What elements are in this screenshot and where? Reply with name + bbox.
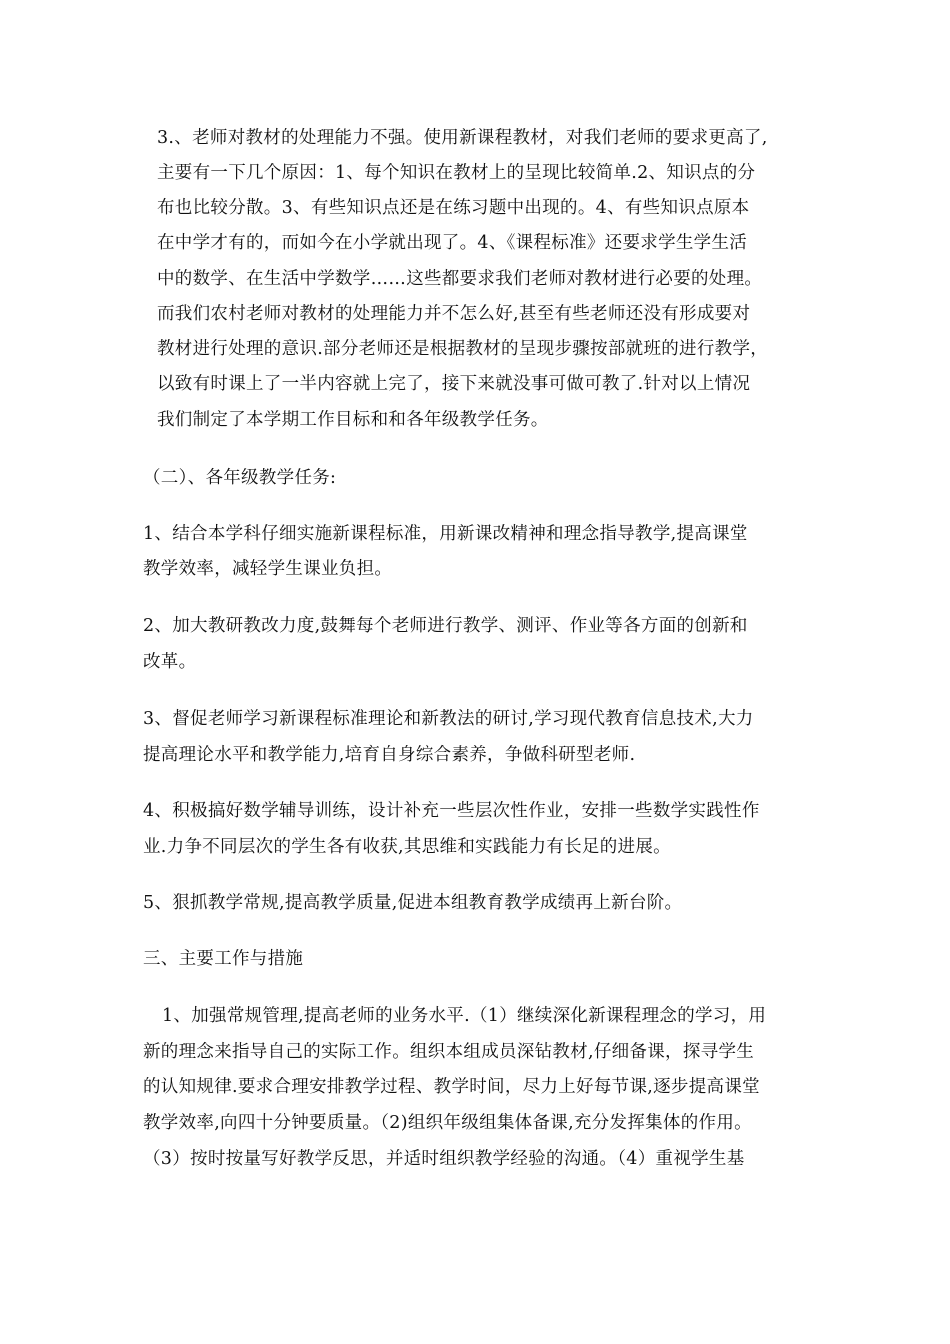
text-line: 在中学才有的，而如今在小学就出现了。4、《课程标准》还要求学生学生活	[157, 233, 748, 253]
text-line: 教学效率，减轻学生课业负担。	[143, 559, 393, 579]
text-line: 2、加大教研教改力度,鼓舞每个老师进行教学、测评、作业等各方面的创新和	[143, 616, 748, 636]
text-line: 业.力争不同层次的学生各有收获,其思维和实践能力有长足的进展。	[143, 837, 671, 857]
text-line: 教材进行处理的意识.部分老师还是根据教材的呈现步骤按部就班的进行教学，	[157, 339, 769, 359]
text-line: 4、积极搞好数学辅导训练，设计补充一些层次性作业，安排一些数学实践性作	[143, 801, 760, 821]
section-heading: （二）、各年级教学任务:	[143, 468, 337, 488]
text-line: 教学效率,向四十分钟要质量。（2)组织年级组集体备课,充分发挥集体的作用。	[143, 1113, 752, 1133]
text-line: 3、督促老师学习新课程标准理论和新教法的研讨,学习现代教育信息技术,大力	[143, 709, 754, 729]
text-line: 1、加强常规管理,提高老师的业务水平.（1）继续深化新课程理念的学习，用	[162, 1006, 767, 1026]
text-line: 而我们农村老师对教材的处理能力并不怎么好,甚至有些老师还没有形成要对	[157, 304, 751, 324]
text-line: （3）按时按量写好教学反思，并适时组织教学经验的沟通。（4）重视学生基	[143, 1149, 745, 1169]
text-line: 3.、老师对教材的处理能力不强。使用新课程教材，对我们老师的要求更高了,	[157, 128, 768, 148]
section-heading: 三、主要工作与措施	[143, 949, 304, 969]
text-line: 新的理念来指导自己的实际工作。组织本组成员深钻教材,仔细备课，探寻学生	[143, 1042, 755, 1062]
text-line: 1、结合本学科仔细实施新课程标准，用新课改精神和理念指导教学,提高课堂	[143, 524, 748, 544]
text-line: 中的数学、在生活中学数学……这些都要求我们老师对教材进行必要的处理。	[157, 269, 763, 289]
text-line: 的认知规律.要求合理安排教学过程、教学时间，尽力上好每节课,逐步提高课堂	[143, 1077, 760, 1097]
text-line: 主要有一下几个原因：1、每个知识在教材上的呈现比较简单.2、知识点的分	[157, 163, 756, 183]
text-line: 5、狠抓教学常规,提高教学质量,促进本组教育教学成绩再上新台阶。	[143, 893, 683, 913]
text-line: 我们制定了本学期工作目标和和各年级教学任务。	[157, 410, 549, 430]
text-line: 改革。	[143, 652, 197, 672]
text-line: 布也比较分散。3、有些知识点还是在练习题中出现的。4、有些知识点原本	[157, 198, 750, 218]
text-line: 提高理论水平和教学能力,培育自身综合素养，争做科研型老师.	[143, 745, 636, 765]
text-line: 以致有时课上了一半内容就上完了，接下来就没事可做可教了.针对以上情况	[157, 374, 751, 394]
